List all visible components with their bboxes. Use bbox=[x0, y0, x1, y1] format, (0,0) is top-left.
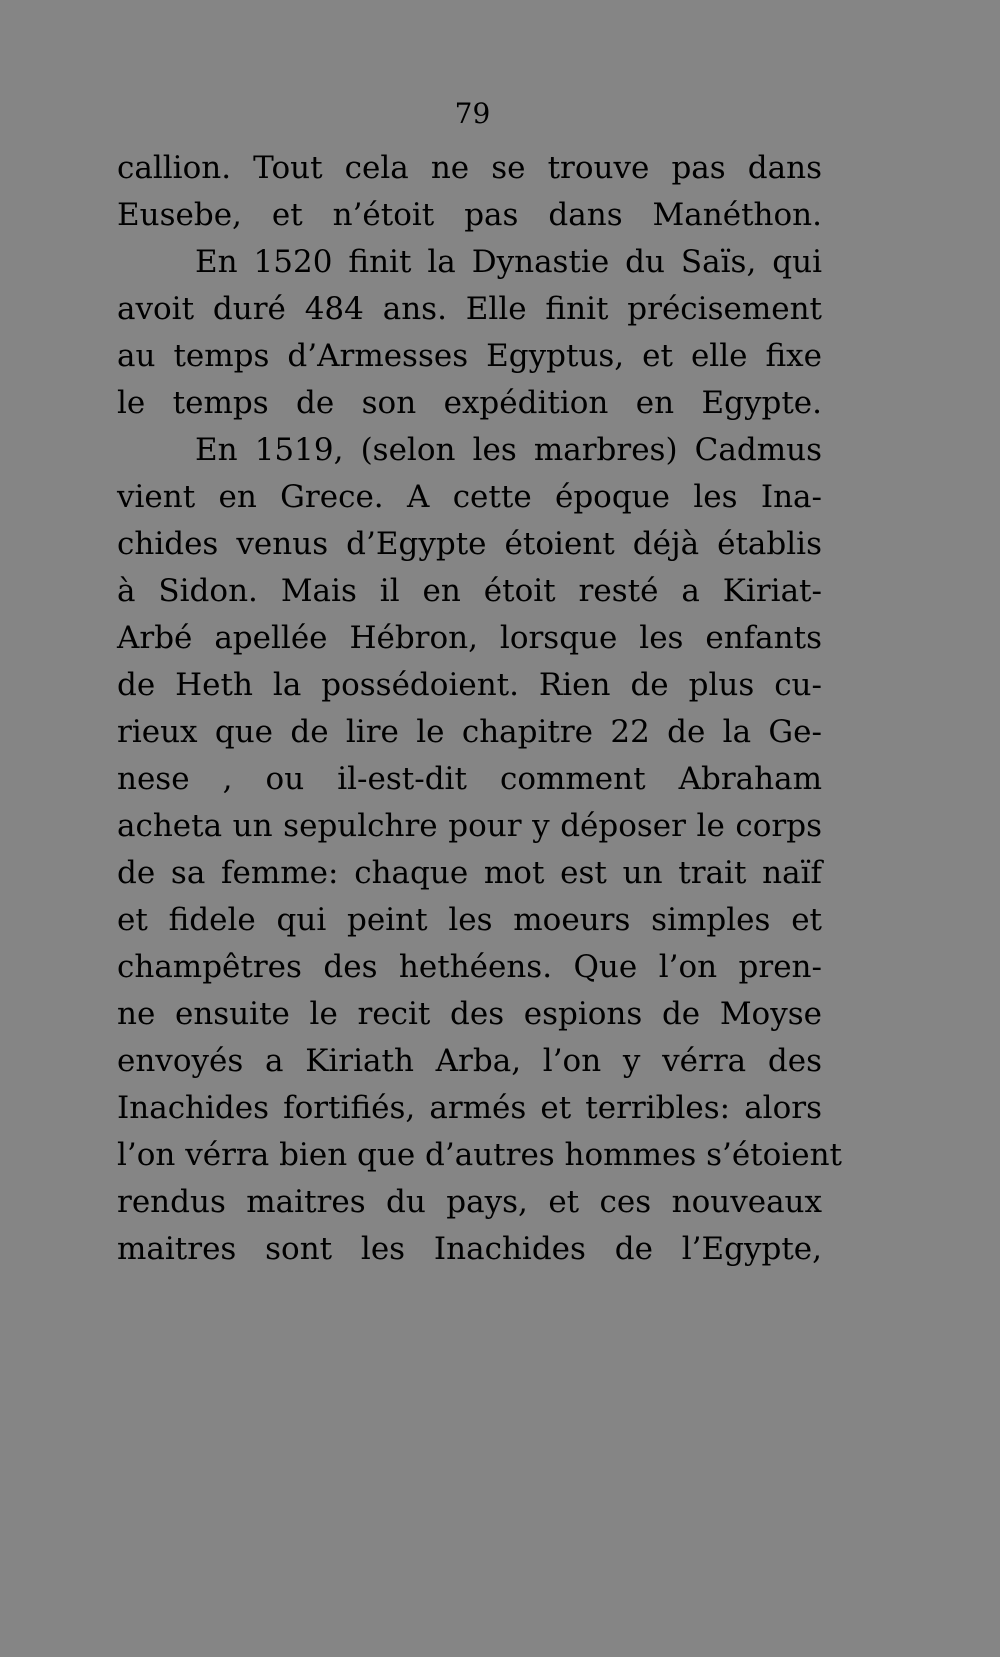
text-line: de Heth la possédoient. Rien de plus cu- bbox=[117, 667, 822, 703]
text-line: à Sidon. Mais il en étoit resté a Kiriat- bbox=[117, 573, 822, 609]
text-line: maitres sont les Inachides de l’Egypte, bbox=[117, 1231, 822, 1267]
text-line: En 1520 finit la Dynastie du Saïs, qui bbox=[195, 244, 822, 280]
text-line: le temps de son expédition en Egypte. bbox=[117, 385, 822, 421]
text-line: rendus maitres du pays, et ces nouveaux bbox=[117, 1184, 822, 1220]
text-line: de sa femme: chaque mot est un trait naïf bbox=[117, 855, 822, 891]
text-line: En 1519, (selon les marbres) Cadmus bbox=[195, 432, 822, 468]
text-line: l’on vérra bien que d’autres hommes s’étoient bbox=[117, 1137, 842, 1173]
text-line: nese , ou il-est-dit comment Abraham bbox=[117, 761, 822, 797]
page-number: 79 bbox=[454, 97, 491, 130]
text-line: chides venus d’Egypte étoient déjà établis bbox=[117, 526, 822, 562]
text-line: envoyés a Kiriath Arba, l’on y vérra des bbox=[117, 1043, 822, 1079]
text-line: Arbé apellée Hébron, lorsque les enfants bbox=[117, 620, 822, 656]
text-line: Inachides fortifiés, armés et terribles: alors bbox=[117, 1090, 822, 1126]
text-line: Eusebe, et n’étoit pas dans Manéthon. bbox=[117, 197, 822, 233]
text-line: avoit duré 484 ans. Elle finit précisement bbox=[117, 291, 822, 327]
text-line: au temps d’Armesses Egyptus, et elle fixe bbox=[117, 338, 822, 374]
text-line: et fidele qui peint les moeurs simples et bbox=[117, 902, 822, 938]
text-line: ne ensuite le recit des espions de Moyse bbox=[117, 996, 822, 1032]
text-line: acheta un sepulchre pour y déposer le corps bbox=[117, 808, 822, 844]
text-line: callion. Tout cela ne se trouve pas dans bbox=[117, 150, 822, 186]
text-line: vient en Grece. A cette époque les Ina- bbox=[117, 479, 822, 515]
text-line: champêtres des hethéens. Que l’on pren- bbox=[117, 949, 822, 985]
text-line: rieux que de lire le chapitre 22 de la Ge- bbox=[117, 714, 822, 750]
